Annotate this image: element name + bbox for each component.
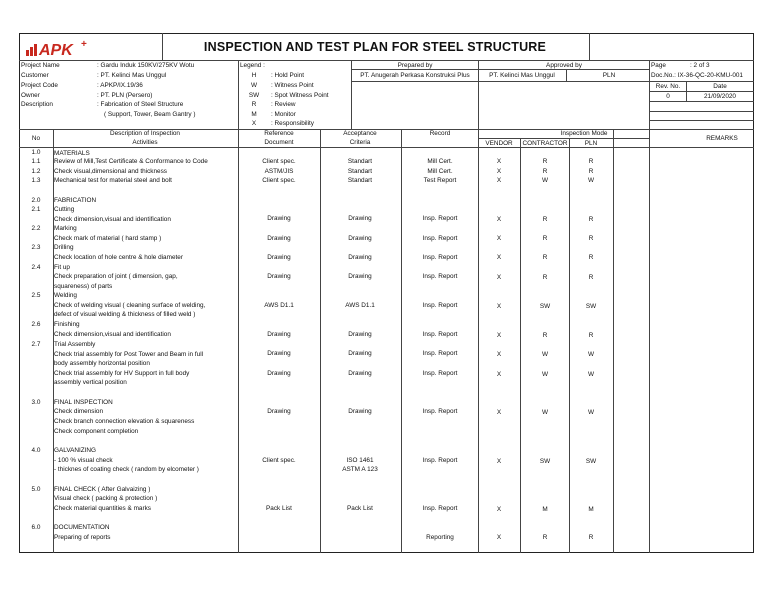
description-line: Check dimension,visual and identification <box>54 216 171 223</box>
record-cell: Insp. Report <box>422 215 458 222</box>
reference-cell: Drawing <box>267 331 291 338</box>
col-contractor-divider <box>520 138 521 553</box>
description-line: Check trial assembly for Post Tower and Beam in full <box>54 351 204 358</box>
vendor-cell: X <box>496 303 502 310</box>
reference-cell: Drawing <box>267 408 291 415</box>
description-line: Visual check ( packing & protection ) <box>54 495 158 502</box>
rev-value-line <box>649 101 754 102</box>
vendor-cell: X <box>496 506 502 513</box>
acceptance-cell: ISO 1461 <box>346 457 374 464</box>
item-number: 1.1 <box>31 158 41 165</box>
item-number: 2.5 <box>31 292 41 299</box>
header-vendor: VENDOR <box>485 140 513 147</box>
description-value-2: ( Support, Tower, Beam Gantry ) <box>104 111 196 118</box>
description-line: - 100 % visual check <box>54 457 113 464</box>
header-record: Record <box>429 130 451 137</box>
acceptance-cell: Drawing <box>348 215 372 222</box>
item-number: 2.4 <box>31 264 41 271</box>
legend-code: SW <box>248 92 260 99</box>
acceptance-cell: Standart <box>347 158 373 165</box>
description-line: Check material quantities & marks <box>54 505 151 512</box>
reference-cell: Drawing <box>267 273 291 280</box>
record-cell: Insp. Report <box>422 254 458 261</box>
description-line: Check dimension <box>54 408 104 415</box>
pln-cell: R <box>588 534 594 541</box>
vendor-cell: X <box>496 409 502 416</box>
description-line: Finishing <box>54 321 80 328</box>
record-cell: Test Report <box>423 177 457 184</box>
description-line: FINAL CHECK ( After Galvaizing ) <box>54 486 151 493</box>
header-no: No <box>31 135 41 142</box>
item-number: 3.0 <box>31 399 41 406</box>
description-line: Check component completion <box>54 428 139 435</box>
vendor-cell: X <box>496 177 502 184</box>
contractor-cell: R <box>542 332 548 339</box>
record-cell: Insp. Report <box>422 408 458 415</box>
description-line: Drilling <box>54 244 74 251</box>
page-value: : 2 of 3 <box>690 62 710 69</box>
header-contractor: CONTRACTOR <box>522 140 568 147</box>
record-cell: Insp. Report <box>422 350 458 357</box>
contractor-cell: W <box>541 177 549 184</box>
record-cell: Insp. Report <box>422 235 458 242</box>
description-line: Preparing of reports <box>54 534 111 541</box>
description-label: Description <box>21 101 53 108</box>
pln-cell: W <box>587 409 595 416</box>
description-line: Check preparation of joint ( dimension, gap, <box>54 273 178 280</box>
approved-by-party2: PLN <box>602 72 616 79</box>
date-label: Date <box>713 83 727 90</box>
reference-cell: ASTM/JIS <box>264 168 294 175</box>
header-pln: PLN <box>584 140 598 147</box>
legend-text: : Spot Witness Point <box>271 92 329 99</box>
owner-value: : PT. PLN (Persero) <box>97 92 153 99</box>
contractor-cell: R <box>542 254 548 261</box>
acceptance-cell-2: ASTM A 123 <box>342 466 378 473</box>
contractor-cell: SW <box>539 458 551 465</box>
reference-cell: Drawing <box>267 215 291 222</box>
record-cell: Insp. Report <box>422 302 458 309</box>
contractor-cell: SW <box>539 303 551 310</box>
title-right-divider <box>589 33 590 60</box>
vendor-cell: X <box>496 168 502 175</box>
approved-by-party1: PT. Kelinci Mas Unggul <box>489 72 555 79</box>
doc-blank-line-1 <box>649 111 754 112</box>
approved-split <box>566 69 567 81</box>
approved-by-heading: Approved by <box>546 62 582 69</box>
description-line: assembly vertical position <box>54 379 127 386</box>
record-cell: Insp. Report <box>422 331 458 338</box>
legend-code: W <box>250 82 258 89</box>
legend-code: X <box>251 120 257 127</box>
pln-cell: R <box>588 216 594 223</box>
contractor-cell: R <box>542 158 548 165</box>
col-record-divider <box>401 129 402 553</box>
description-line: FABRICATION <box>54 197 97 204</box>
contractor-cell: R <box>542 235 548 242</box>
header-desc-1: Description of Inspection <box>110 130 180 137</box>
pln-cell: R <box>588 158 594 165</box>
project-code-label: Project Code <box>21 82 58 89</box>
acceptance-cell: Drawing <box>348 370 372 377</box>
prepared-company-line <box>351 81 649 82</box>
reference-cell: Drawing <box>267 370 291 377</box>
apk-logo-icon <box>25 38 95 58</box>
project-code-value: : APKP/IX.19/36 <box>97 82 143 89</box>
description-line: Check of welding visual ( cleaning surface of welding, <box>54 302 206 309</box>
rev-label-line <box>649 91 754 92</box>
record-cell: Insp. Report <box>422 273 458 280</box>
contractor-cell: R <box>542 216 548 223</box>
legend-code: R <box>251 101 257 108</box>
pln-cell: R <box>588 274 594 281</box>
item-number: 2.6 <box>31 321 41 328</box>
item-number: 2.1 <box>31 206 41 213</box>
rev-value: 0 <box>666 93 670 100</box>
item-number: 2.7 <box>31 341 41 348</box>
item-number: 2.3 <box>31 244 41 251</box>
legend-heading: Legend : <box>240 62 265 69</box>
header-acc-1: Acceptance <box>343 130 377 137</box>
reference-cell: Client spec. <box>262 177 296 184</box>
description-line: Fit up <box>54 264 70 271</box>
record-cell: Mill Cert. <box>427 158 453 165</box>
svg-text:+: + <box>81 39 87 50</box>
item-number: 6.0 <box>31 524 41 531</box>
item-number: 4.0 <box>31 447 41 454</box>
legend-right-divider <box>351 60 352 129</box>
col-remarks-divider <box>649 60 650 553</box>
col-ref-divider <box>238 60 239 553</box>
vendor-cell: X <box>496 371 502 378</box>
record-cell: Insp. Report <box>422 370 458 377</box>
contractor-cell: R <box>542 534 548 541</box>
reference-cell: Pack List <box>266 505 292 512</box>
description-line: - thicknes of coating check ( random by elcometer ) <box>54 466 199 473</box>
contractor-cell: M <box>542 506 548 513</box>
page-title: INSPECTION AND TEST PLAN FOR STEEL STRUCTURE <box>203 40 547 54</box>
project-name-label: Project Name <box>21 62 60 69</box>
acceptance-cell: Standart <box>347 168 373 175</box>
description-line: defect of visual welding & thickness of filled weld ) <box>54 311 196 318</box>
owner-label: Owner <box>21 92 40 99</box>
pln-cell: W <box>587 351 595 358</box>
description-line: Check trial assembly for HV Support in full body <box>54 370 190 377</box>
contractor-cell: W <box>541 409 549 416</box>
title-separator <box>19 60 754 61</box>
logo-text: APK <box>39 42 73 58</box>
pln-cell: W <box>587 371 595 378</box>
acceptance-cell: Pack List <box>347 505 373 512</box>
description-line: GALVANIZING <box>54 447 97 454</box>
legend-text: : Witness Point <box>271 82 314 89</box>
description-line: Cutting <box>54 206 75 213</box>
header-ref-2: Document <box>264 139 294 146</box>
reference-cell: Drawing <box>267 254 291 261</box>
acceptance-cell: Drawing <box>348 273 372 280</box>
item-number: 2.0 <box>31 197 41 204</box>
description-line: Check mark of material ( hard stamp ) <box>54 235 162 242</box>
date-value: 21/09/2020 <box>704 93 736 100</box>
pln-cell: R <box>588 254 594 261</box>
customer-label: Customer <box>21 72 49 79</box>
legend-text: : Hold Point <box>271 72 305 79</box>
pln-cell: R <box>588 168 594 175</box>
customer-value: : PT. Kelinci Mas Unggul <box>97 72 167 79</box>
reference-cell: Client spec. <box>262 457 296 464</box>
item-number: 1.2 <box>31 168 41 175</box>
header-ref-1: Reference <box>264 130 294 137</box>
reference-cell: AWS D1.1 <box>264 302 294 309</box>
description-line: Welding <box>54 292 77 299</box>
page-label: Page <box>651 62 666 69</box>
record-cell: Insp. Report <box>422 505 458 512</box>
description-line: body assembly horizontal position <box>54 360 150 367</box>
reference-cell: Client spec. <box>262 158 296 165</box>
col-blank-divider <box>613 129 614 553</box>
description-line: Mechanical test for material steel and bolt <box>54 177 172 184</box>
header-desc-2: Activities <box>132 139 158 146</box>
vendor-cell: X <box>496 534 502 541</box>
vendor-cell: X <box>496 332 502 339</box>
record-cell: Reporting <box>426 534 454 541</box>
pln-cell: M <box>588 506 594 513</box>
legend-code: H <box>251 72 257 79</box>
description-line: Marking <box>54 225 77 232</box>
acceptance-cell: Drawing <box>348 408 372 415</box>
pln-cell: SW <box>585 303 597 310</box>
contractor-cell: R <box>542 274 548 281</box>
col-pln-divider <box>569 138 570 553</box>
prepared-by-heading: Prepared by <box>397 62 433 69</box>
vendor-cell: X <box>496 254 502 261</box>
header-inspection-mode: Inspection Mode <box>560 130 608 137</box>
description-line: DOCUMENTATION <box>54 524 110 531</box>
pln-cell: R <box>588 332 594 339</box>
record-cell: Mill Cert. <box>427 168 453 175</box>
reference-cell: Drawing <box>267 350 291 357</box>
vendor-cell: X <box>496 274 502 281</box>
item-number: 1.3 <box>31 177 41 184</box>
description-line: MATERIALS <box>54 150 90 157</box>
legend-text: : Monitor <box>271 111 296 118</box>
acceptance-cell: Drawing <box>348 235 372 242</box>
description-line: Check visual,dimensional and thickness <box>54 168 167 175</box>
pln-cell: R <box>588 235 594 242</box>
vendor-cell: X <box>496 216 502 223</box>
pln-cell: SW <box>585 458 597 465</box>
legend-text: : Responsibility <box>271 120 314 127</box>
header-bottom-line <box>19 147 754 148</box>
docno-line <box>649 81 754 82</box>
description-line: Check branch connection elevation & squareness <box>54 418 195 425</box>
reference-cell: Drawing <box>267 235 291 242</box>
item-number: 5.0 <box>31 486 41 493</box>
col-vendor-divider <box>478 60 479 553</box>
contractor-cell: W <box>541 371 549 378</box>
acceptance-cell: AWS D1.1 <box>345 302 375 309</box>
legend-code: M <box>251 111 257 118</box>
vendor-cell: X <box>496 235 502 242</box>
contractor-cell: W <box>541 351 549 358</box>
logo-divider <box>162 33 163 60</box>
project-name-value: : Gardu Induk 150KV/275KV Wotu <box>97 62 195 69</box>
pln-cell: W <box>587 177 595 184</box>
prepared-heading-line <box>351 69 649 70</box>
description-value: : Fabrication of Steel Structure <box>97 101 184 108</box>
header-acc-2: Criteria <box>349 139 371 146</box>
description-line: squareness) of parts <box>54 283 113 290</box>
description-line: FINAL INSPECTION <box>54 399 113 406</box>
acceptance-cell: Drawing <box>348 350 372 357</box>
record-cell: Insp. Report <box>422 457 458 464</box>
acceptance-cell: Drawing <box>348 254 372 261</box>
header-remarks: REMARKS <box>706 135 738 142</box>
col-acc-divider <box>320 129 321 553</box>
item-number: 1.0 <box>31 149 41 156</box>
item-number: 2.2 <box>31 225 41 232</box>
prepared-by-company: PT. Anugerah Perkasa Konstruksi Plus <box>360 72 470 79</box>
vendor-cell: X <box>496 351 502 358</box>
description-line: Check dimension,visual and identification <box>54 331 171 338</box>
doc-number: Doc.No.: IX-36-QC-20-KMU-001 <box>651 72 743 79</box>
mode-split-line <box>478 138 649 139</box>
rev-label: Rev. No. <box>655 83 681 90</box>
acceptance-cell: Drawing <box>348 331 372 338</box>
apk-logo <box>25 38 95 58</box>
doc-blank-line-2 <box>649 120 754 121</box>
description-line: Review of Mill,Test Certificate & Conformance to Code <box>54 158 208 165</box>
description-line: Check location of hole centre & hole diameter <box>54 254 183 261</box>
contractor-cell: R <box>542 168 548 175</box>
vendor-cell: X <box>496 158 502 165</box>
legend-text: : Review <box>271 101 296 108</box>
vendor-cell: X <box>496 458 502 465</box>
description-line: Trial Assembly <box>54 341 96 348</box>
acceptance-cell: Standart <box>347 177 373 184</box>
